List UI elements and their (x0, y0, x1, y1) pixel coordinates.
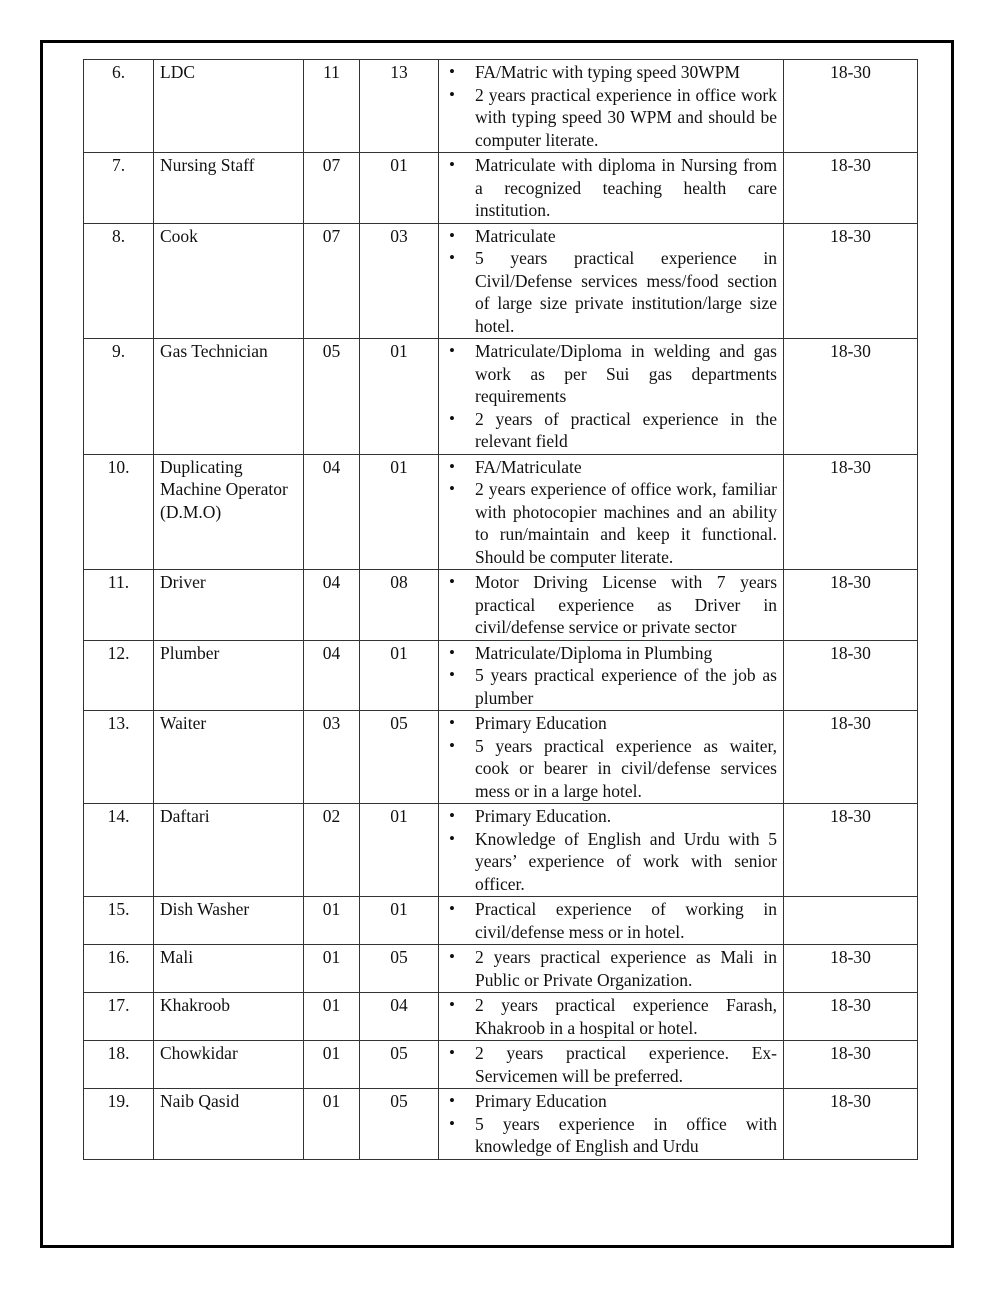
serial-number-cell: 14. (84, 804, 154, 897)
qualification-item: • Matriculate with diploma in Nursing from a recognized teaching health care institution. (445, 154, 777, 222)
qualification-item: • Motor Driving License with 7 years practical experience as Driver in civil/defense service or private sector (445, 571, 777, 639)
count-cell: 01 (360, 804, 439, 897)
qualification-list (445, 571, 777, 639)
serial-number-cell: 19. (84, 1089, 154, 1160)
qualification-item: • 2 years practical experience as Mali in Public or Private Organization. (445, 946, 777, 991)
table-row (84, 223, 918, 339)
post-name-cell: Nursing Staff (154, 153, 304, 224)
qualification-item: • 2 years practical experience. Ex-Servicemen will be preferred. (445, 1042, 777, 1087)
post-name-cell: Gas Technician (154, 339, 304, 455)
count-cell: 05 (360, 945, 439, 993)
post-name-cell: Mali (154, 945, 304, 993)
qualification-cell (439, 1089, 784, 1160)
table-row (84, 339, 918, 455)
post-name-cell: Cook (154, 223, 304, 339)
qualification-item: • Practical experience of working in civil/defense mess or in hotel. (445, 898, 777, 943)
table-row (84, 570, 918, 641)
qualification-list (445, 898, 777, 943)
qualification-item: • 2 years of practical experience in the relevant field (445, 408, 777, 453)
qualification-cell (439, 153, 784, 224)
table-row (84, 1041, 918, 1089)
age-limit-cell: 18-30 (784, 804, 918, 897)
count-cell: 04 (360, 993, 439, 1041)
qualification-cell (439, 945, 784, 993)
count-cell: 03 (360, 223, 439, 339)
vacancy-table (83, 59, 918, 1160)
qualification-item: • Knowledge of English and Urdu with 5 years’ experience of work with senior officer. (445, 828, 777, 896)
qualification-cell (439, 223, 784, 339)
table-row (84, 1089, 918, 1160)
count-cell: 01 (304, 945, 360, 993)
count-cell: 05 (360, 1089, 439, 1160)
count-cell: 03 (304, 711, 360, 804)
post-name-cell: Plumber (154, 640, 304, 711)
count-cell: 01 (304, 1089, 360, 1160)
count-cell: 07 (304, 153, 360, 224)
qualification-item: • 5 years practical experience of the job as plumber (445, 664, 777, 709)
qualification-list (445, 61, 777, 151)
count-cell: 01 (304, 993, 360, 1041)
qualification-cell (439, 570, 784, 641)
qualification-cell (439, 897, 784, 945)
qualification-item: • Matriculate/Diploma in welding and gas work as per Sui gas departments requirements (445, 340, 777, 408)
count-cell: 01 (360, 897, 439, 945)
serial-number-cell: 13. (84, 711, 154, 804)
qualification-list (445, 805, 777, 895)
table-row (84, 640, 918, 711)
qualification-list (445, 994, 777, 1039)
qualification-list (445, 154, 777, 222)
age-limit-cell: 18-30 (784, 1089, 918, 1160)
qualification-list (445, 456, 777, 569)
qualification-item: • FA/Matric with typing speed 30WPM (445, 61, 777, 84)
qualification-item: • 5 years practical experience in Civil/Defense services mess/food section of large size private institution/large size hotel. (445, 247, 777, 337)
serial-number-cell: 15. (84, 897, 154, 945)
qualification-item: • FA/Matriculate (445, 456, 777, 479)
count-cell: 08 (360, 570, 439, 641)
table-row (84, 897, 918, 945)
age-limit-cell: 18-30 (784, 339, 918, 455)
age-limit-cell (784, 897, 918, 945)
qualification-item: • 2 years practical experience in office work with typing speed 30 WPM and should be computer literate. (445, 84, 777, 152)
age-limit-cell: 18-30 (784, 640, 918, 711)
serial-number-cell: 7. (84, 153, 154, 224)
age-limit-cell: 18-30 (784, 570, 918, 641)
serial-number-cell: 11. (84, 570, 154, 641)
qualification-item: • Primary Education (445, 1090, 777, 1113)
post-name-cell: Naib Qasid (154, 1089, 304, 1160)
table-row (84, 993, 918, 1041)
qualification-item: • 2 years practical experience Farash, Khakroob in a hospital or hotel. (445, 994, 777, 1039)
count-cell: 07 (304, 223, 360, 339)
count-cell: 04 (304, 640, 360, 711)
qualification-item: • 5 years practical experience as waiter, cook or bearer in civil/defense services mess or in a large hotel. (445, 735, 777, 803)
qualification-cell (439, 1041, 784, 1089)
age-limit-cell: 18-30 (784, 60, 918, 153)
qualification-item: • Primary Education. (445, 805, 777, 828)
post-name-cell: Waiter (154, 711, 304, 804)
count-cell: 01 (360, 640, 439, 711)
count-cell: 05 (360, 1041, 439, 1089)
age-limit-cell: 18-30 (784, 1041, 918, 1089)
count-cell: 11 (304, 60, 360, 153)
qualification-cell (439, 454, 784, 570)
qualification-list (445, 340, 777, 453)
qualification-cell (439, 804, 784, 897)
qualification-item: • 2 years experience of office work, familiar with photocopier machines and an ability to run/maintain and keep it functional. Should be computer literate. (445, 478, 777, 568)
age-limit-cell: 18-30 (784, 153, 918, 224)
qualification-list (445, 642, 777, 710)
qualification-cell (439, 339, 784, 455)
table-row (84, 945, 918, 993)
age-limit-cell: 18-30 (784, 993, 918, 1041)
serial-number-cell: 17. (84, 993, 154, 1041)
count-cell: 13 (360, 60, 439, 153)
post-name-cell: Chowkidar (154, 1041, 304, 1089)
table-row (84, 454, 918, 570)
post-name-cell: Khakroob (154, 993, 304, 1041)
table-row (84, 711, 918, 804)
qualification-item: • Matriculate (445, 225, 777, 248)
post-name-cell: LDC (154, 60, 304, 153)
count-cell: 01 (360, 153, 439, 224)
post-name-cell: Dish Washer (154, 897, 304, 945)
qualification-list (445, 946, 777, 991)
qualification-list (445, 1090, 777, 1158)
serial-number-cell: 12. (84, 640, 154, 711)
qualification-cell (439, 711, 784, 804)
count-cell: 04 (304, 570, 360, 641)
count-cell: 01 (360, 339, 439, 455)
qualification-item: • Matriculate/Diploma in Plumbing (445, 642, 777, 665)
age-limit-cell: 18-30 (784, 711, 918, 804)
count-cell: 01 (304, 897, 360, 945)
table-row (84, 60, 918, 153)
post-name-cell: Driver (154, 570, 304, 641)
qualification-item: • Primary Education (445, 712, 777, 735)
serial-number-cell: 16. (84, 945, 154, 993)
qualification-item: • 5 years experience in office with knowledge of English and Urdu (445, 1113, 777, 1158)
serial-number-cell: 8. (84, 223, 154, 339)
table-row (84, 153, 918, 224)
count-cell: 05 (304, 339, 360, 455)
qualification-list (445, 712, 777, 802)
count-cell: 05 (360, 711, 439, 804)
serial-number-cell: 9. (84, 339, 154, 455)
qualification-list (445, 225, 777, 338)
table-row (84, 804, 918, 897)
serial-number-cell: 10. (84, 454, 154, 570)
qualification-cell (439, 640, 784, 711)
post-name-cell: Duplicating Machine Operator (D.M.O) (154, 454, 304, 570)
count-cell: 01 (360, 454, 439, 570)
serial-number-cell: 6. (84, 60, 154, 153)
serial-number-cell: 18. (84, 1041, 154, 1089)
age-limit-cell: 18-30 (784, 223, 918, 339)
table-body (84, 60, 918, 1160)
age-limit-cell: 18-30 (784, 945, 918, 993)
count-cell: 02 (304, 804, 360, 897)
qualification-list (445, 1042, 777, 1087)
qualification-cell (439, 60, 784, 153)
post-name-cell: Daftari (154, 804, 304, 897)
qualification-cell (439, 993, 784, 1041)
count-cell: 01 (304, 1041, 360, 1089)
age-limit-cell: 18-30 (784, 454, 918, 570)
count-cell: 04 (304, 454, 360, 570)
